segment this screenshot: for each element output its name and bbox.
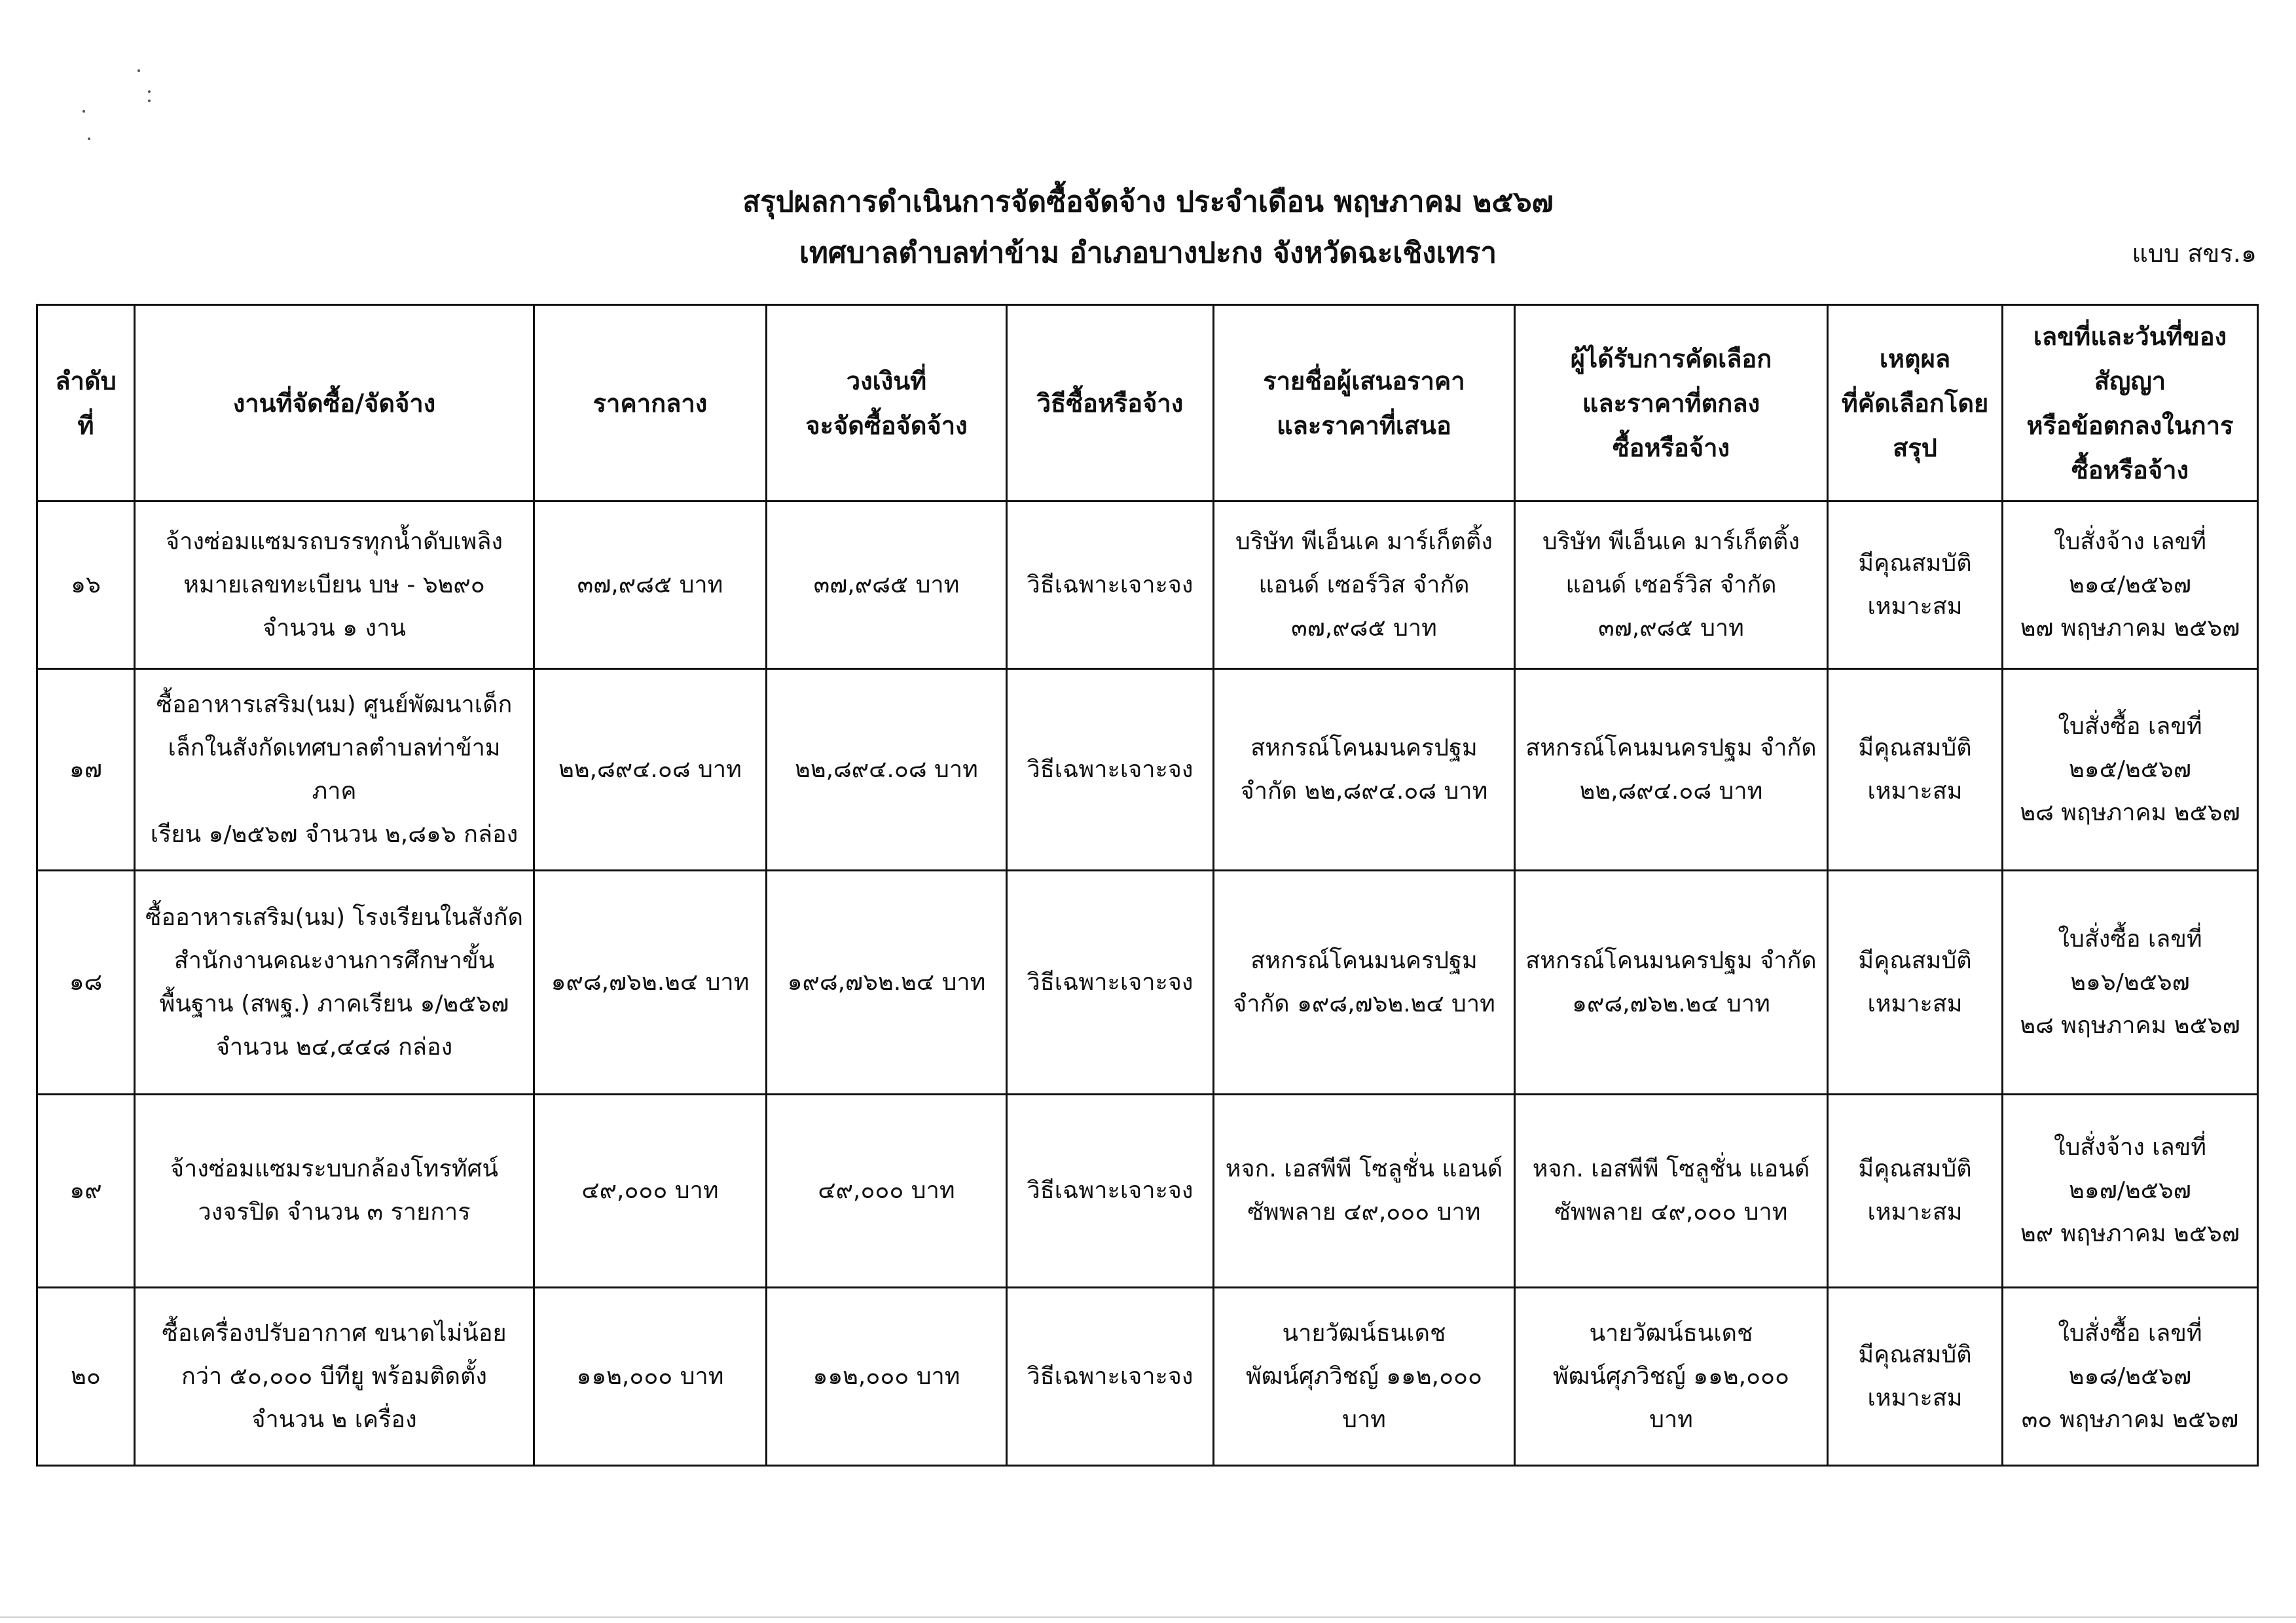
cell-method	[1007, 1095, 1214, 1288]
header-line: งานที่จัดซื้อ/จัดจ้าง	[232, 388, 436, 418]
cell-text-line: หจก. เอสพีพี โซลูชั่น แอนด์	[1225, 1156, 1503, 1182]
cell-text-line: ๒๑๕/๒๕๖๗	[2069, 756, 2191, 783]
cell-text-line: จำนวน ๒ เครื่อง	[251, 1406, 417, 1433]
table-row	[37, 669, 2258, 871]
cell-bidders	[1214, 669, 1515, 871]
cell-text-line: สำนักงานคณะงานการศึกษาขั้น	[173, 947, 495, 974]
cell-budget	[767, 1288, 1007, 1466]
cell-bidders	[1214, 1288, 1515, 1466]
cell-text-line: สหกรณ์โคนมนครปฐม จำกัด	[1525, 734, 1817, 761]
header-line: ราคากลาง	[592, 388, 708, 418]
cell-text-line: นายวัฒน์ธนเดช	[1282, 1319, 1446, 1347]
cell-text-line: ๒๙ พฤษภาคม ๒๕๖๗	[2020, 1220, 2240, 1247]
cell-contract	[2003, 501, 2258, 669]
cell-text-line: ใบสั่งจ้าง เลขที่	[2053, 1134, 2206, 1161]
cell-text-line: เหมาะสม	[1867, 777, 1963, 805]
cell-text-line: ซื้ออาหารเสริม(นม) โรงเรียนในสังกัด	[145, 903, 523, 931]
cell-text-line: จำนวน ๒๔,๔๔๘ กล่อง	[215, 1033, 453, 1061]
cell-text-line: ๒๐	[71, 1362, 101, 1390]
cell-text-line: หจก. เอสพีพี โซลูชั่น แอนด์	[1532, 1156, 1810, 1182]
table-row	[37, 871, 2258, 1095]
header-line: จะจัดซื้อจัดจ้าง	[805, 410, 968, 440]
cell-selected	[1515, 1095, 1828, 1288]
cell-reason	[1828, 669, 2003, 871]
cell-text-line: ๓๗,๙๘๕ บาท	[1291, 614, 1437, 642]
cell-text-line: ๒๑๘/๒๕๖๗	[2068, 1362, 2192, 1390]
cell-text-line: วงจรปิด จำนวน ๓ รายการ	[198, 1199, 471, 1226]
cell-text-line: พัฒน์ศุภวิชญ์ ๑๑๒,๐๐๐	[1552, 1362, 1789, 1390]
scan-speck	[148, 90, 151, 93]
cell-reason	[1828, 1095, 2003, 1288]
header-line: และราคาที่ตกลง	[1582, 388, 1760, 418]
cell-no	[37, 501, 135, 669]
cell-text-line: ๒๘ พฤษภาคม ๒๕๖๗	[2020, 1012, 2240, 1039]
cell-text-line: ๑๘	[69, 968, 103, 996]
cell-no	[37, 669, 135, 871]
cell-reason	[1828, 501, 2003, 669]
header-line: วิธีซื้อหรือจ้าง	[1036, 388, 1184, 418]
cell-text-line: ๓๗,๙๘๕ บาท	[813, 571, 960, 598]
cell-text-line: ๓๗,๙๘๕ บาท	[1598, 614, 1744, 642]
cell-selected	[1515, 501, 1828, 669]
header-line: วงเงินที่	[846, 366, 927, 395]
header-line: และราคาที่เสนอ	[1277, 410, 1451, 440]
scan-speck	[148, 100, 151, 102]
cell-text-line: ๑๖	[71, 571, 101, 598]
cell-text-line: บาท	[1649, 1406, 1693, 1433]
cell-text-line: นายวัฒน์ธนเดช	[1589, 1319, 1753, 1347]
table-body	[37, 501, 2258, 1466]
header-line: สัญญา	[2094, 366, 2166, 395]
cell-bidders	[1214, 501, 1515, 669]
cell-contract	[2003, 669, 2258, 871]
header-line: ซื้อหรือจ้าง	[1612, 433, 1730, 462]
cell-text-line: มีคุณสมบัติ	[1858, 1341, 1972, 1368]
cell-contract	[2003, 1288, 2258, 1466]
cell-text-line: บริษัท พีเอ็นเค มาร์เก็ตติ้ง	[1542, 528, 1800, 555]
cell-work	[135, 1095, 534, 1288]
cell-text-line: ๒๒,๘๙๔.๐๘ บาท	[795, 756, 978, 783]
cell-text-line: เหมาะสม	[1867, 990, 1963, 1017]
cell-text-line: ใบสั่งซื้อ เลขที่	[2058, 712, 2202, 740]
cell-text-line: ซื้ออาหารเสริม(นม) ศูนย์พัฒนาเด็ก	[156, 691, 513, 718]
cell-selected	[1515, 1288, 1828, 1466]
cell-text-line: จำนวน ๑ งาน	[263, 614, 406, 642]
cell-method	[1007, 669, 1214, 871]
table-row	[37, 1288, 2258, 1466]
cell-text-line: เหมาะสม	[1867, 1199, 1963, 1226]
cell-median-price	[534, 1095, 767, 1288]
table-row	[37, 1095, 2258, 1288]
table-header-row	[37, 305, 2258, 501]
cell-text-line: พื้นฐาน (สพฐ.) ภาคเรียน ๑/๒๕๖๗	[159, 990, 509, 1017]
cell-selected	[1515, 871, 1828, 1095]
cell-text-line: ๑๑๒,๐๐๐ บาท	[576, 1362, 724, 1390]
cell-no	[37, 1288, 135, 1466]
cell-text-line: ๑๙๘,๗๖๒.๒๔ บาท	[787, 968, 986, 996]
cell-reason	[1828, 871, 2003, 1095]
cell-text-line: ใบสั่งจ้าง เลขที่	[2053, 528, 2206, 555]
cell-median-price	[534, 1288, 767, 1466]
cell-text-line: ซัพพลาย ๔๙,๐๐๐ บาท	[1554, 1199, 1788, 1226]
cell-no	[37, 871, 135, 1095]
cell-text-line: หมายเลขทะเบียน บษ - ๖๒๙๐	[183, 571, 485, 598]
cell-text-line: วิธีเฉพาะเจาะจง	[1027, 1362, 1194, 1390]
header-contract	[2003, 305, 2258, 501]
cell-text-line: ๒๒,๘๙๔.๐๘ บาท	[1579, 777, 1763, 805]
cell-text-line: วิธีเฉพาะเจาะจง	[1027, 571, 1194, 598]
scan-speck	[137, 69, 140, 72]
cell-text-line: ๒๑๔/๒๕๖๗	[2069, 571, 2191, 598]
cell-contract	[2003, 871, 2258, 1095]
document-title: สรุปผลการดำเนินการจัดซื้อจัดจ้าง ประจำเดือน พฤษภาคม ๒๕๖๗	[742, 185, 1554, 219]
form-code: แบบ สขร.๑	[2132, 239, 2257, 268]
cell-work	[135, 871, 534, 1095]
cell-bidders	[1214, 871, 1515, 1095]
cell-method	[1007, 1288, 1214, 1466]
cell-text-line: ใบสั่งซื้อ เลขที่	[2058, 925, 2202, 953]
cell-text-line: ๑๙	[69, 1177, 102, 1204]
header-no	[37, 305, 135, 501]
scan-speck	[88, 137, 90, 140]
table-row	[37, 501, 2258, 669]
cell-text-line: ๑๗	[69, 756, 102, 783]
cell-text-line: สหกรณ์โคนมนครปฐม	[1250, 947, 1478, 974]
document-subtitle: เทศบาลตำบลท่าข้าม อำเภอบางปะกง จังหวัดฉะเชิงเทรา	[799, 236, 1497, 270]
header-line: เลขที่และวันที่ของ	[2033, 321, 2227, 351]
header-selected	[1515, 305, 1828, 501]
cell-reason	[1828, 1288, 2003, 1466]
header-bidders	[1214, 305, 1515, 501]
cell-text-line: มีคุณสมบัติ	[1858, 947, 1972, 974]
cell-method	[1007, 501, 1214, 669]
cell-text-line: ๔๙,๐๐๐ บาท	[818, 1177, 955, 1204]
document-title-block	[0, 177, 2296, 279]
header-line: สรุป	[1893, 433, 1937, 462]
cell-text-line: เรียน ๑/๒๕๖๗ จำนวน ๒,๘๑๖ กล่อง	[150, 820, 519, 848]
cell-text-line: ใบสั่งซื้อ เลขที่	[2058, 1319, 2202, 1347]
cell-text-line: ๔๙,๐๐๐ บาท	[581, 1177, 719, 1204]
scan-speck	[82, 110, 85, 113]
cell-work	[135, 669, 534, 871]
cell-text-line: วิธีเฉพาะเจาะจง	[1027, 1177, 1194, 1204]
cell-text-line: กว่า ๕๐,๐๐๐ บีทียู พร้อมติดตั้ง	[181, 1362, 487, 1390]
cell-text-line: ๒๑๖/๒๕๖๗	[2070, 968, 2190, 996]
cell-budget	[767, 501, 1007, 669]
cell-text-line: ซื้อเครื่องปรับอากาศ ขนาดไม่น้อย	[162, 1319, 507, 1347]
cell-text-line: มีคุณสมบัติ	[1858, 549, 1972, 577]
header-line: ซื้อหรือจ้าง	[2071, 455, 2189, 484]
header-reason	[1828, 305, 2003, 501]
cell-text-line: วิธีเฉพาะเจาะจง	[1027, 756, 1194, 783]
cell-text-line: ๒๑๗/๒๕๖๗	[2069, 1177, 2191, 1204]
cell-text-line: สหกรณ์โคนมนครปฐม	[1250, 734, 1478, 761]
header-method	[1007, 305, 1214, 501]
header-line: ที่คัดเลือกโดย	[1841, 388, 1989, 418]
cell-text-line: จำกัด ๑๙๘,๗๖๒.๒๔ บาท	[1233, 990, 1495, 1017]
cell-budget	[767, 1095, 1007, 1288]
cell-text-line: ๓๗,๙๘๕ บาท	[577, 571, 723, 598]
cell-work	[135, 1288, 534, 1466]
cell-text-line: เหมาะสม	[1867, 1384, 1963, 1412]
cell-text-line: แอนด์ เซอร์วิส จำกัด	[1258, 571, 1470, 598]
cell-text-line: จ้างซ่อมแซมรถบรรทุกน้ำดับเพลิง	[166, 528, 503, 555]
cell-selected	[1515, 669, 1828, 871]
cell-text-line: เหมาะสม	[1867, 593, 1963, 620]
cell-text-line: ๑๑๒,๐๐๐ บาท	[812, 1362, 960, 1390]
cell-text-line: วิธีเฉพาะเจาะจง	[1027, 968, 1194, 996]
header-line: ลำดับที่	[55, 366, 117, 440]
cell-text-line: สหกรณ์โคนมนครปฐม จำกัด	[1525, 947, 1817, 974]
cell-text-line: เล็กในสังกัดเทศบาลตำบลท่าข้าม ภาค	[168, 734, 501, 805]
cell-budget	[767, 871, 1007, 1095]
cell-text-line: จำกัด ๒๒,๘๙๔.๐๘ บาท	[1240, 777, 1488, 805]
header-line: รายชื่อผู้เสนอราคา	[1263, 366, 1465, 395]
cell-text-line: ๒๗ พฤษภาคม ๒๕๖๗	[2020, 614, 2240, 642]
cell-text-line: บาท	[1342, 1406, 1386, 1433]
header-line: หรือข้อตกลงในการ	[2026, 410, 2234, 440]
cell-text-line: ๑๙๘,๗๖๒.๒๔ บาท	[551, 968, 750, 996]
cell-text-line: ซัพพลาย ๔๙,๐๐๐ บาท	[1247, 1199, 1481, 1226]
cell-text-line: พัฒน์ศุภวิชญ์ ๑๑๒,๐๐๐	[1245, 1362, 1482, 1390]
cell-text-line: ๒๒,๘๙๔.๐๘ บาท	[558, 756, 742, 783]
cell-median-price	[534, 669, 767, 871]
cell-no	[37, 1095, 135, 1288]
cell-text-line: จ้างซ่อมแซมระบบกล้องโทรทัศน์	[170, 1156, 499, 1182]
header-budget	[767, 305, 1007, 501]
cell-bidders	[1214, 1095, 1515, 1288]
cell-budget	[767, 669, 1007, 871]
header-median-price	[534, 305, 767, 501]
header-work	[135, 305, 534, 501]
cell-text-line: มีคุณสมบัติ	[1858, 1156, 1972, 1182]
cell-text-line: ๓๐ พฤษภาคม ๒๕๖๗	[2021, 1406, 2239, 1433]
cell-method	[1007, 871, 1214, 1095]
cell-text-line: บริษัท พีเอ็นเค มาร์เก็ตติ้ง	[1235, 528, 1493, 555]
cell-text-line: มีคุณสมบัติ	[1858, 734, 1972, 761]
cell-text-line: ๒๘ พฤษภาคม ๒๕๖๗	[2020, 799, 2240, 826]
cell-work	[135, 501, 534, 669]
cell-median-price	[534, 871, 767, 1095]
header-line: เหตุผล	[1879, 344, 1951, 373]
cell-contract	[2003, 1095, 2258, 1288]
cell-text-line: ๑๙๘,๗๖๒.๒๔ บาท	[1572, 990, 1770, 1017]
procurement-summary-table	[36, 304, 2259, 1467]
cell-median-price	[534, 501, 767, 669]
header-line: ผู้ได้รับการคัดเลือก	[1570, 344, 1772, 373]
page-bottom-edge	[0, 1616, 2296, 1618]
cell-text-line: แอนด์ เซอร์วิส จำกัด	[1565, 571, 1777, 598]
